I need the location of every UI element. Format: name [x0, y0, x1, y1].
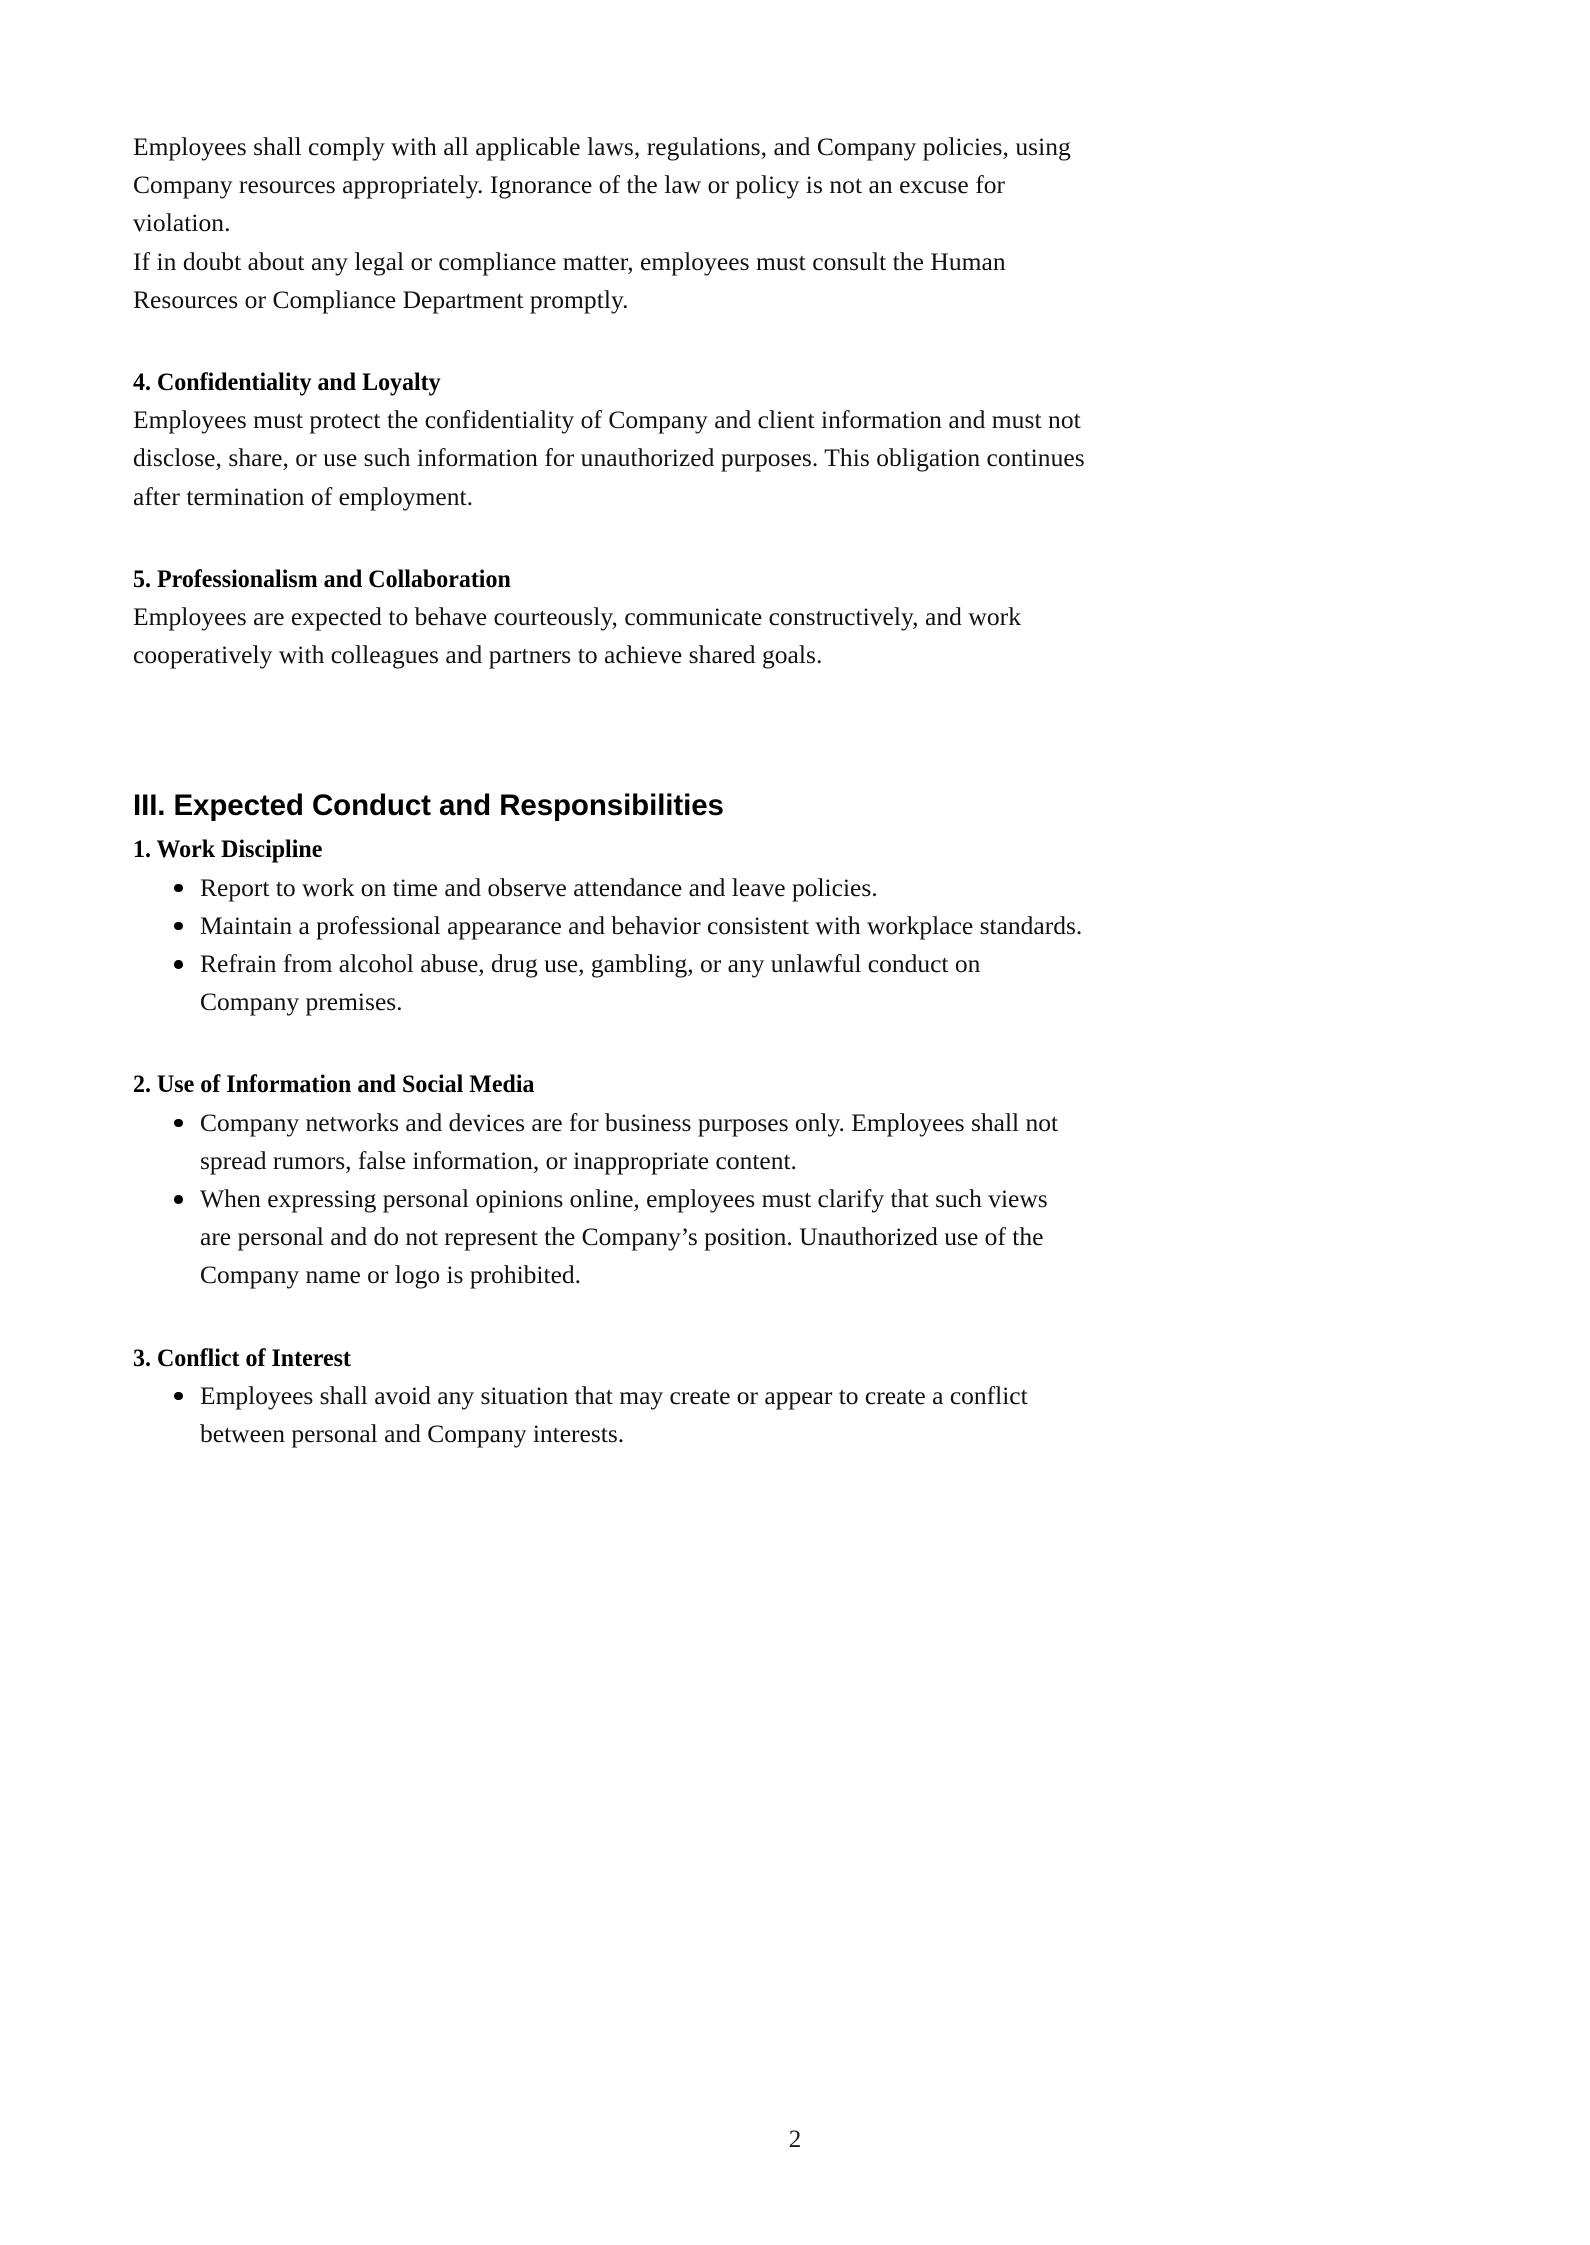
- list-item: [133, 907, 1083, 945]
- text-line: Employees shall avoid any situation that may create or appear to create a conflict: [200, 1380, 1028, 1410]
- spacer: [133, 516, 988, 560]
- text-line: cooperatively with colleagues and partners to achieve shared goals.: [133, 640, 823, 670]
- text-line: Company resources appropriately. Ignorance of the law or policy is not an excuse for: [133, 170, 1006, 200]
- text-line: between personal and Company interests.: [200, 1419, 625, 1449]
- heading-use-of-information-and-social-media: 2. Use of Information and Social Media: [133, 1069, 535, 1099]
- heading-conflict-of-interest: 3. Conflict of Interest: [133, 1342, 351, 1372]
- list-item: [133, 1104, 1059, 1180]
- bullet-icon: [174, 884, 183, 893]
- list-item: [133, 1180, 1048, 1295]
- bullet-icon: [174, 1392, 183, 1401]
- spacer: [133, 1295, 988, 1339]
- heading-confidentiality-and-loyalty: 4. Confidentiality and Loyalty: [133, 367, 441, 397]
- list-item: [133, 869, 988, 907]
- text-line: Employees shall comply with all applicable laws, regulations, and Company policies, using: [133, 132, 1071, 161]
- text-line: disclose, share, or use such information for unauthorized purposes. This obligation continues: [133, 443, 1085, 473]
- text-line: Refrain from alcohol abuse, drug use, gambling, or any unlawful conduct on: [200, 949, 981, 979]
- bullet-icon: [174, 960, 183, 969]
- spacer: [133, 1021, 988, 1065]
- spacer: [133, 674, 988, 786]
- heading-work-discipline: 1. Work Discipline: [133, 834, 323, 864]
- text-line: are personal and do not represent the Company’s position. Unauthorized use of the: [200, 1222, 1044, 1252]
- bullet-icon: [174, 1195, 183, 1204]
- text-line: When expressing personal opinions online, employees must clarify that such views: [200, 1184, 1048, 1214]
- bullet-list-conflict-of-interest: [133, 1377, 1028, 1453]
- heading-professionalism-and-collaboration: 5. Professionalism and Collaboration: [133, 563, 511, 593]
- bullet-icon: [174, 1119, 183, 1128]
- text-line: violation.: [133, 208, 231, 238]
- heading-part-three: III. Expected Conduct and Responsibilities: [133, 789, 724, 823]
- paragraph-section-4: [133, 401, 1085, 516]
- text-line: Maintain a professional appearance and behavior consistent with workplace standards.: [200, 910, 1083, 940]
- page-content: [133, 128, 1085, 1453]
- paragraph-intro-2: [133, 243, 1006, 319]
- paragraph-intro-1: [133, 128, 1071, 243]
- bullet-list-information-social-media: [133, 1104, 1059, 1295]
- text-line: If in doubt about any legal or compliance matter, employees must consult the Human: [133, 246, 1006, 276]
- text-line: Company premises.: [200, 987, 403, 1017]
- bullet-list-work-discipline: [133, 869, 1083, 1022]
- text-line: after termination of employment.: [133, 481, 474, 511]
- text-line: Employees must protect the confidentiality of Company and client information and must not: [133, 405, 1081, 435]
- text-line: Employees are expected to behave courteously, communicate constructively, and work: [133, 602, 1022, 632]
- list-item: [133, 945, 988, 1021]
- text-line: Company networks and devices are for business purposes only. Employees shall not: [200, 1107, 1059, 1137]
- text-line: Resources or Compliance Department promptly.: [133, 284, 629, 314]
- spacer: [133, 319, 988, 363]
- text-line: Report to work on time and observe attendance and leave policies.: [200, 872, 878, 902]
- page-number: 2: [788, 2126, 802, 2153]
- paragraph-section-5: [133, 598, 1022, 674]
- text-line: spread rumors, false information, or inappropriate content.: [200, 1145, 797, 1175]
- text-line: Company name or logo is prohibited.: [200, 1260, 582, 1290]
- bullet-icon: [174, 922, 183, 931]
- list-item: [133, 1377, 1028, 1453]
